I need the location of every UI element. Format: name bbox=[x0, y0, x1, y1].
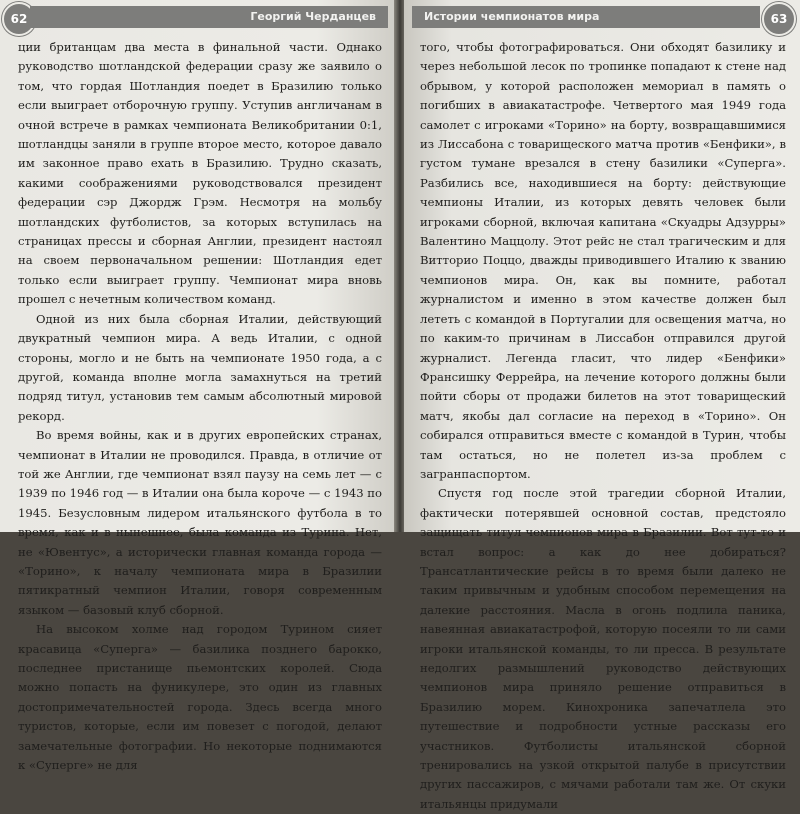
paragraph: того, чтобы фотографироваться. Они обходят базилику и через небольшой лесок по тропинке попадают к стене над обрывом, у которой расположен мемориал в память о погибших в авиакатастрофе. Четвертого мая 1949 года самолет с игроками «Торино» на борту, возвращавшимися из Лиссабона с товарищеского матча против «Бенфики», в густом тумане врезался в стену базилики «Суперга». Разбились все, находившиеся на борту: действующие чемпионы Италии, из которых девять человек были игроками сборной, включая капитана «Скуадры Адзурры» Валентино Маццолу. Этот рейс не стал трагическим и для Витторио Поццо, дважды приводившего Италию к званию чемпионов мира. Он, как вы помните, работал журналистом и именно в этом качестве должен был лететь с командой в Португалии для освещения матча, но по каким-то причинам в Лиссабон отправился другой журналист. Легенда гласит, что лидер «Бенфики» Франсишку Феррейра, на лечение которого должны были пойти сборы от продажи билетов на этот товарищеский матч, якобы дал согласие на переход в «Торино». Он собирался отправиться вместе с командой в Турин, чтобы там остаться, но не полетел из-за проблем с загранпаспортом. bbox=[420, 40, 786, 481]
left-page bbox=[0, 0, 396, 773]
running-header-title: Истории чемпионатов мира bbox=[412, 6, 760, 28]
paragraph: Одной из них была сборная Италии, действующий двукратный чемпион мира. А ведь Италии, с одной стороны, могло и не быть на чемпионате 1950 года, а с другой, команда вполне могла замахнуться на третий подряд титул, установив тем самым абсолютный мировой рекорд. bbox=[18, 311, 382, 423]
left-page-text bbox=[18, 38, 382, 775]
right-page bbox=[404, 0, 800, 811]
page-number-right: 63 bbox=[762, 2, 796, 36]
page-number-left: 62 bbox=[2, 2, 36, 36]
running-header-author: Георгий Черданцев bbox=[30, 6, 388, 28]
paragraph: Во время войны, как и в других европейских странах, чемпионат в Италии не проводился. Правда, в отличие от той же Англии, где чемпионат взял паузу на семь лет — с 1939 по 1946 год — в Италии она была короче — с 1943 по 1945. Безусловным лидером итальянского футбола в то время, как и в нынешнее, была команда из Турина. Нет, не «Ювентус», а исторически главная команда города — «Торино», к началу чемпионата мира в Бразилии пятикратный чемпион Италии, говоря современным языком — базовый клуб сборной. bbox=[18, 428, 382, 617]
right-page-text bbox=[420, 38, 786, 814]
paragraph: На высоком холме над городом Турином сияет красавица «Суперга» — базилика позднего барокко, последнее пристанище пьемонтских королей. Сюда можно попасть на фуникулере, это один из главных достопримечательностей города. Здесь всегда много туристов, которые, если им повезет с погодой, делают замечательные фотографии. Но некоторые поднимаются к «Суперге» не для bbox=[18, 622, 382, 773]
paragraph: ции британцам два места в финальной части. Однако руководство шотландской федерации сразу же заявило о том, что гордая Шотландия поедет в Бразилию только если выиграет отборочную группу. Уступив англичанам в очной встрече в рамках чемпионата Великобритании 0:1, шотландцы заняли в группе второе место, которое давало им законное право ехать в Бразилию. Трудно сказать, какими соображениями руководствовался президент федерации сэр Джордж Грэм. Несмотря на мольбу шотландских футболистов, за которых вступилась на страницах прессы и сборная Англии, президент настоял на своем первоначальном решении: Шотландия едет только если выиграет группу. Чемпионат мира вновь прошел с нечетным количеством команд. bbox=[18, 40, 382, 307]
paragraph: Спустя год после этой трагедии сборной Италии, фактически потерявшей основной состав, предстояло защищать титул чемпионов мира в Бразилии. Вот тут-то и встал вопрос: а как до нее добираться? Трансатлантические рейсы в то время были далеко не таким привычным и удобным способом перемещения на далекие расстояния. Масла в огонь подлила паника, навеянная авиакатастрофой, которую посеяли то ли сами игроки итальянской команды, то ли пресса. В результате недолгих размышлений руководство действующих чемпионов мира приняло решение отправиться в Бразилию морем. Кинохроника запечатлела это путешествие и подробности устные рассказы его участников. Футболисты итальянской сборной тренировались на узкой открытой палубе в присутствии других пассажиров, с мячами работали там же. От скуки итальянцы придумали bbox=[420, 486, 786, 811]
